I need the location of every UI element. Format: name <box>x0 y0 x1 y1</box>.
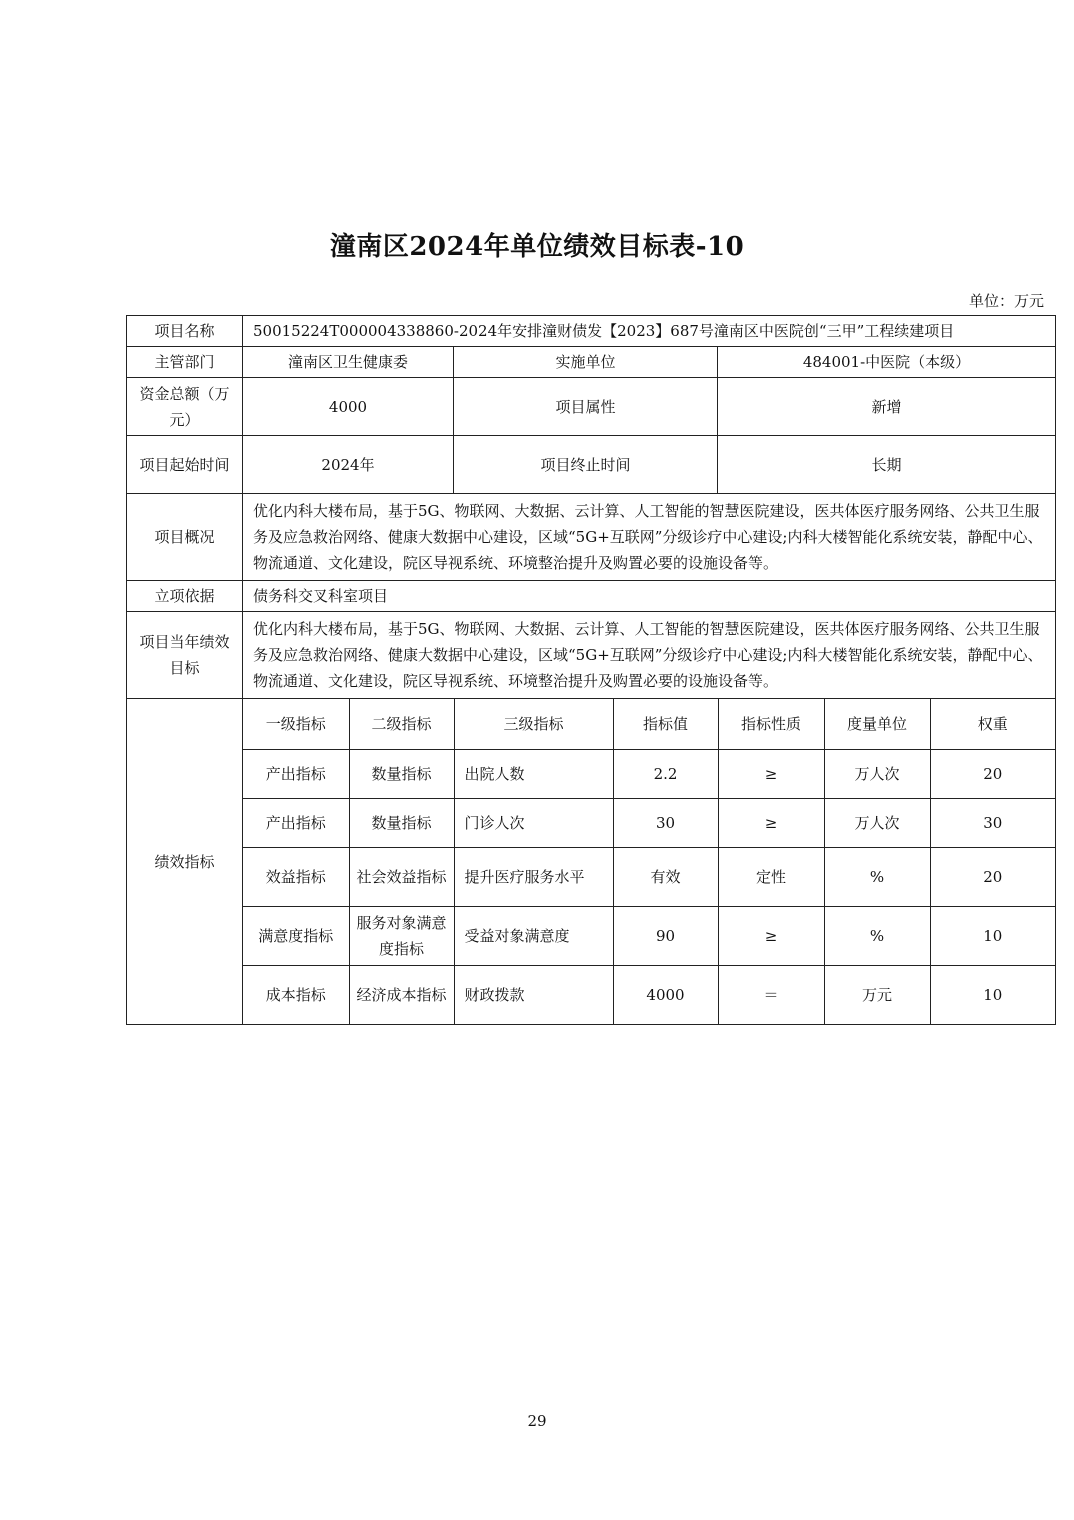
basis-label: 立项依据 <box>127 581 243 612</box>
attr-value: 新增 <box>718 378 1056 436</box>
perf-cell: 20 <box>930 847 1055 906</box>
overview-value: 优化内科大楼布局，基于5G、物联网、大数据、云计算、人工智能的智慧医院建设，医共体医疗服务网络、公共卫生服务及应急救治网络、健康大数据中心建设，区域“5G+互联网”分级诊疗中心建设;内科大楼智能化系统安装，静配中心、物流通道、文化建设，院区导视系统、环境整治提升及购置必要的设施设备等。 <box>243 494 1056 581</box>
project-name-label: 项目名称 <box>127 316 243 347</box>
perf-cell: ≥ <box>718 749 824 798</box>
perf-cell: 定性 <box>718 847 824 906</box>
table-row <box>243 798 1055 847</box>
perf-header: 指标性质 <box>718 699 824 749</box>
end-label: 项目终止时间 <box>454 436 718 494</box>
perf-cell: 效益指标 <box>243 847 349 906</box>
attr-label: 项目属性 <box>454 378 718 436</box>
perf-cell: 2.2 <box>613 749 718 798</box>
start-label: 项目起始时间 <box>127 436 243 494</box>
perf-cell: 提升医疗服务水平 <box>454 847 613 906</box>
perf-cell: % <box>824 906 930 965</box>
perf-cell: 服务对象满意度指标 <box>349 906 454 965</box>
perf-cell: 受益对象满意度 <box>454 906 613 965</box>
impl-label: 实施单位 <box>454 347 718 378</box>
start-value: 2024年 <box>243 436 454 494</box>
perf-cell: 万元 <box>824 965 930 1024</box>
dept-label: 主管部门 <box>127 347 243 378</box>
table-row <box>243 965 1055 1024</box>
perf-cell: 4000 <box>613 965 718 1024</box>
perf-cell: 数量指标 <box>349 749 454 798</box>
perf-header: 指标值 <box>613 699 718 749</box>
dept-value: 潼南区卫生健康委 <box>243 347 454 378</box>
project-name-value: 50015224T000004338860-2024年安排潼财债发【2023】687号潼南区中医院创“三甲”工程续建项目 <box>243 316 1056 347</box>
perf-indicator-cell <box>243 699 1056 1025</box>
perf-cell: 财政拨款 <box>454 965 613 1024</box>
perf-cell: 10 <box>930 965 1055 1024</box>
perf-cell: 20 <box>930 749 1055 798</box>
unit-label: 单位：万元 <box>968 292 1044 310</box>
perf-cell: 万人次 <box>824 798 930 847</box>
page-number: 29 <box>527 1412 547 1430</box>
fund-label: 资金总额（万元） <box>127 378 243 436</box>
overview-label: 项目概况 <box>127 494 243 581</box>
perf-cell: 30 <box>930 798 1055 847</box>
fund-value: 4000 <box>243 378 454 436</box>
perf-cell: 经济成本指标 <box>349 965 454 1024</box>
table-row <box>243 749 1055 798</box>
perf-cell: ＝ <box>718 965 824 1024</box>
perf-cell: 社会效益指标 <box>349 847 454 906</box>
impl-value: 484001-中医院（本级） <box>718 347 1056 378</box>
goal-label: 项目当年绩效目标 <box>127 612 243 699</box>
perf-cell: 门诊人次 <box>454 798 613 847</box>
perf-header: 二级指标 <box>349 699 454 749</box>
table-row <box>243 847 1055 906</box>
perf-cell: 产出指标 <box>243 798 349 847</box>
perf-cell: 10 <box>930 906 1055 965</box>
perf-indicator-table <box>243 699 1055 1024</box>
table-row <box>243 906 1055 965</box>
perf-cell: 有效 <box>613 847 718 906</box>
end-value: 长期 <box>718 436 1056 494</box>
perf-cell: 满意度指标 <box>243 906 349 965</box>
perf-cell: 数量指标 <box>349 798 454 847</box>
perf-cell: 30 <box>613 798 718 847</box>
perf-cell: 万人次 <box>824 749 930 798</box>
perf-header: 一级指标 <box>243 699 349 749</box>
perf-header: 度量单位 <box>824 699 930 749</box>
basis-value: 债务科交叉科室项目 <box>243 581 1056 612</box>
perf-cell: 产出指标 <box>243 749 349 798</box>
performance-target-table <box>126 315 1056 1025</box>
perf-cell: ≥ <box>718 798 824 847</box>
perf-label: 绩效指标 <box>127 699 243 1025</box>
perf-cell: 90 <box>613 906 718 965</box>
perf-cell: 出院人数 <box>454 749 613 798</box>
perf-header: 三级指标 <box>454 699 613 749</box>
page-title: 潼南区2024年单位绩效目标表-10 <box>329 232 745 262</box>
perf-header: 权重 <box>930 699 1055 749</box>
perf-cell: % <box>824 847 930 906</box>
perf-header-row <box>243 699 1055 749</box>
perf-cell: 成本指标 <box>243 965 349 1024</box>
perf-cell: ≥ <box>718 906 824 965</box>
goal-value: 优化内科大楼布局，基于5G、物联网、大数据、云计算、人工智能的智慧医院建设，医共体医疗服务网络、公共卫生服务及应急救治网络、健康大数据中心建设，区域“5G+互联网”分级诊疗中心建设;内科大楼智能化系统安装，静配中心、物流通道、文化建设，院区导视系统、环境整治提升及购置必要的设施设备等。 <box>243 612 1056 699</box>
